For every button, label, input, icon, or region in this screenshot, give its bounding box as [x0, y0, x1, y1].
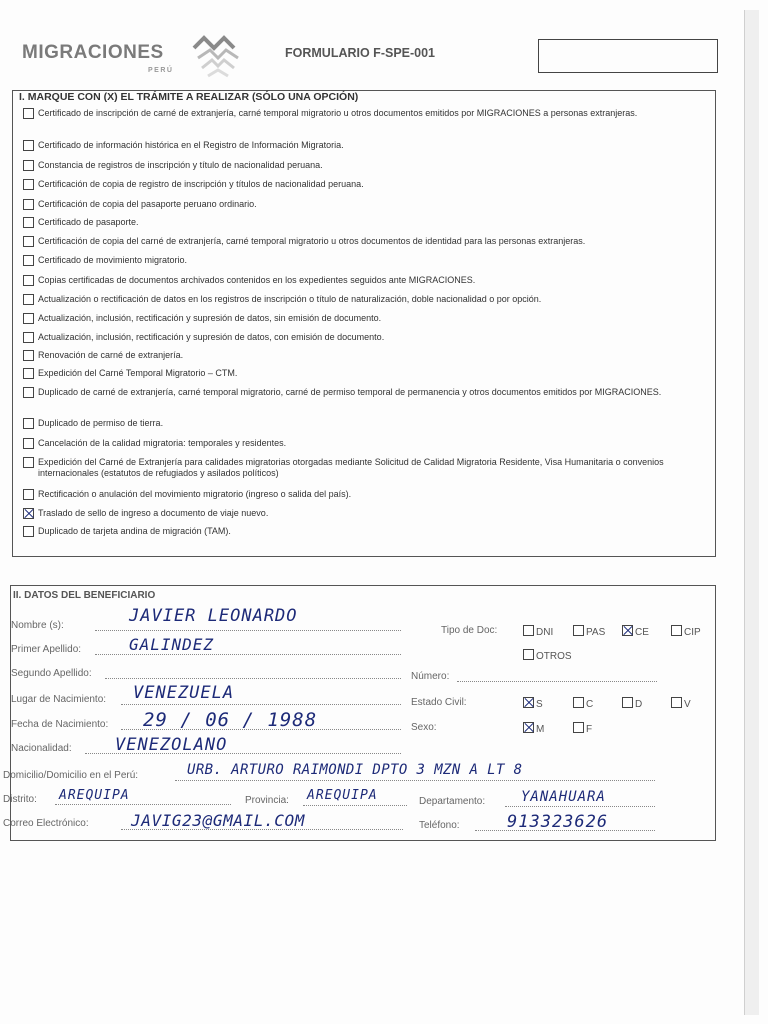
tramite-option[interactable] [23, 332, 703, 343]
estado-civil-option-label: S [536, 699, 543, 710]
sexo-option[interactable] [523, 722, 544, 735]
tramite-option[interactable] [23, 350, 703, 361]
sexo-checkbox[interactable] [523, 722, 534, 733]
tramite-checkbox[interactable] [23, 179, 34, 190]
tramite-option[interactable] [23, 418, 703, 429]
tramite-option-label: Certificación de copia de registro de inscripción y títulos de nacionalidad peruana. [38, 179, 364, 189]
tipo-doc-option[interactable] [671, 625, 701, 638]
tramite-option-label: Expedición del Carné Temporal Migratorio – CTM. [38, 368, 238, 378]
estado-civil-checkbox[interactable] [523, 697, 534, 708]
segundo-apellido-label: Segundo Apellido: [11, 668, 92, 679]
tramite-checkbox[interactable] [23, 255, 34, 266]
sexo-label: Sexo: [411, 722, 437, 733]
tramite-option[interactable] [23, 236, 703, 247]
estado-civil-option-label: V [684, 699, 691, 710]
provincia-value[interactable]: AREQUIPA [307, 788, 378, 803]
tramite-option-label: Constancia de registros de inscripción y título de nacionalidad peruana. [38, 160, 323, 170]
tramite-option[interactable] [23, 387, 703, 398]
nacionalidad-value[interactable]: VENEZOLANO [115, 735, 228, 755]
sexo-checkbox[interactable] [573, 722, 584, 733]
estado-civil-option[interactable] [622, 697, 642, 710]
telefono-value[interactable]: 913323626 [507, 812, 609, 832]
tramite-option[interactable] [23, 140, 703, 151]
tramite-checkbox[interactable] [23, 108, 34, 119]
scan-page-edge [744, 10, 759, 1015]
tramite-option[interactable] [23, 217, 703, 228]
tramite-checkbox[interactable] [23, 140, 34, 151]
domicilio-line [175, 780, 655, 781]
tipo-doc-checkbox[interactable] [573, 625, 584, 636]
tramite-option-label: Certificado de pasaporte. [38, 217, 139, 227]
telefono-label: Teléfono: [419, 820, 460, 831]
tramite-checkbox[interactable] [23, 526, 34, 537]
tramite-checkbox[interactable] [23, 160, 34, 171]
numero-label: Número: [411, 671, 450, 682]
tramite-option[interactable] [23, 526, 703, 537]
primer-apellido-line [95, 654, 401, 655]
domicilio-label: Domicilio/Domicilio en el Perú: [3, 770, 139, 781]
nombres-value[interactable]: JAVIER LEONARDO [129, 606, 298, 626]
fecha-nacimiento-value[interactable]: 29 / 06 / 1988 [143, 709, 318, 731]
tipo-doc-checkbox[interactable] [671, 625, 682, 636]
provincia-line [303, 805, 407, 806]
tramite-checkbox[interactable] [23, 457, 34, 468]
tramite-option-label: Duplicado de permiso de tierra. [38, 418, 164, 428]
tipo-doc-label: Tipo de Doc: [441, 625, 498, 636]
tramite-checkbox[interactable] [23, 313, 34, 324]
tramite-checkbox[interactable] [23, 236, 34, 247]
tramite-option-label: Traslado de sello de ingreso a documento de viaje nuevo. [38, 508, 269, 518]
tramite-option-label: Duplicado de tarjeta andina de migración (TAM). [38, 526, 231, 536]
tipo-doc-option-label: DNI [536, 627, 554, 638]
lugar-nacimiento-value[interactable]: VENEZUELA [133, 683, 235, 703]
departamento-label: Departamento: [419, 796, 486, 807]
tramite-checkbox[interactable] [23, 438, 34, 449]
estado-civil-option[interactable] [573, 697, 593, 710]
logo-brand-text: MIGRACIONES [22, 42, 164, 63]
nombres-label: Nombre (s): [11, 620, 64, 631]
numero-line [457, 681, 657, 682]
tramite-checkbox[interactable] [23, 217, 34, 228]
estado-civil-option[interactable] [523, 697, 543, 710]
tramite-option[interactable] [23, 160, 703, 171]
tramite-option-label: Cancelación de la calidad migratoria: temporales y residentes. [38, 438, 287, 448]
correo-value[interactable]: JAVIG23@GMAIL.COM [131, 811, 305, 830]
tramite-checkbox[interactable] [23, 294, 34, 305]
tramite-checkbox[interactable] [23, 489, 34, 500]
tramite-checkbox[interactable] [23, 368, 34, 379]
tramite-checkbox[interactable] [23, 332, 34, 343]
tramite-option-label: Certificado de inscripción de carné de extranjería, carné temporal migratorio u otros documentos emitidos por MIGRACIONES a personas extranjeras. [38, 108, 638, 118]
segundo-apellido-line [105, 678, 401, 679]
section-tramite-title: I. MARQUE CON (X) EL TRÁMITE A REALIZAR (SÓLO UNA OPCIÓN) [19, 91, 359, 103]
tipo-doc-option[interactable] [523, 625, 553, 638]
estado-civil-label: Estado Civil: [411, 697, 467, 708]
tramite-option[interactable] [23, 179, 703, 190]
tramite-option[interactable] [23, 438, 703, 449]
tramite-option-label: Certificado de movimiento migratorio. [38, 255, 188, 265]
distrito-line [55, 804, 231, 805]
nombres-line [95, 630, 401, 631]
fecha-nacimiento-label: Fecha de Nacimiento: [11, 719, 109, 730]
tramite-option[interactable] [23, 508, 703, 519]
tramite-option-label: Expedición del Carné de Extranjería para calidades migratorias otorgadas mediante Solicitud de Calidad Migratoria Residente, Visa Humanitaria o convenios internacionales (estatutos de refugiados y asilados políticos) [38, 457, 664, 478]
tramite-option-label: Rectificación o anulación del movimiento migratorio (ingreso o salida del país). [38, 489, 352, 499]
section-beneficiario-title: II. DATOS DEL BENEFICIARIO [13, 590, 156, 601]
tramite-option[interactable] [23, 108, 703, 119]
estado-civil-checkbox[interactable] [573, 697, 584, 708]
section-beneficiario [3, 585, 716, 841]
tramite-option[interactable] [23, 294, 703, 305]
sexo-option-label: F [586, 724, 593, 735]
tipo-doc-option[interactable] [622, 625, 649, 638]
estado-civil-option[interactable] [671, 697, 691, 710]
sexo-option-label: M [536, 724, 545, 735]
tipo-doc-checkbox[interactable] [523, 625, 534, 636]
form-code-title: FORMULARIO F-SPE-001 [285, 46, 436, 60]
tramite-option[interactable] [23, 489, 703, 500]
migraciones-logo-icon [188, 34, 248, 80]
departamento-line [505, 806, 655, 807]
tipo-doc-option-label: PAS [586, 627, 606, 638]
provincia-label: Provincia: [245, 795, 289, 806]
distrito-label: Distrito: [3, 794, 37, 805]
tramite-option-label: Renovación de carné de extranjería. [38, 350, 184, 360]
nacionalidad-label: Nacionalidad: [11, 743, 72, 754]
correo-label: Correo Electrónico: [3, 818, 89, 829]
section-tramite [12, 90, 716, 557]
estado-civil-option-label: C [586, 699, 594, 710]
tipo-doc-checkbox[interactable] [523, 649, 534, 660]
tipo-doc-option[interactable] [573, 625, 605, 638]
estado-civil-checkbox[interactable] [622, 697, 633, 708]
tramite-option-label: Certificación de copia del carné de extranjería, carné temporal migratorio u otros documentos de identidad para las personas extranjeras. [38, 236, 586, 246]
lugar-nacimiento-label: Lugar de Nacimiento: [11, 694, 107, 705]
tramite-checkbox[interactable] [23, 418, 34, 429]
tramite-option-label: Actualización, inclusión, rectificación y supresión de datos, con emisión de documento. [38, 332, 385, 342]
estado-civil-option-label: D [635, 699, 643, 710]
tramite-option[interactable] [23, 255, 703, 266]
tramite-option[interactable] [23, 313, 703, 324]
estado-civil-checkbox[interactable] [671, 697, 682, 708]
tramite-option[interactable] [23, 368, 703, 379]
tipo-doc-checkbox[interactable] [622, 625, 633, 636]
tramite-checkbox[interactable] [23, 508, 34, 519]
tipo-doc-option[interactable] [523, 649, 572, 662]
tramite-option-label: Actualización, inclusión, rectificación y supresión de datos, sin emisión de documento. [38, 313, 382, 323]
tipo-doc-option-label: CIP [684, 627, 701, 638]
tramite-option-label: Certificación de copia del pasaporte peruano ordinario. [38, 199, 257, 209]
tramite-checkbox[interactable] [23, 199, 34, 210]
tramite-option-label: Actualización o rectificación de datos en los registros de inscripción o título de naturalización, doble nacionalidad o por opción. [38, 294, 542, 304]
domicilio-value[interactable]: URB. ARTURO RAIMONDI DPTO 3 MZN A LT 8 [187, 762, 523, 778]
tramite-option-label: Duplicado de carné de extranjería, carné temporal migratorio, carné de permiso temporal de permanencia y otros documentos emitidos por MIGRACIONES. [38, 387, 662, 397]
primer-apellido-label: Primer Apellido: [11, 644, 82, 655]
tramite-checkbox[interactable] [23, 350, 34, 361]
primer-apellido-value[interactable]: GALINDEZ [129, 635, 215, 654]
distrito-value[interactable]: AREQUIPA [59, 788, 130, 803]
departamento-value[interactable]: YANAHUARA [521, 789, 606, 805]
tramite-option[interactable] [23, 199, 703, 210]
tramite-option-label: Certificado de información histórica en el Registro de Información Migratoria. [38, 140, 344, 150]
sexo-option[interactable] [573, 722, 592, 735]
logo-country-text: PERÚ [148, 67, 174, 74]
tramite-checkbox[interactable] [23, 387, 34, 398]
lugar-nacimiento-line [121, 704, 401, 705]
tramite-checkbox[interactable] [23, 275, 34, 286]
expediente-number-box[interactable] [538, 39, 718, 73]
tramite-option[interactable] [23, 457, 703, 479]
tipo-doc-option-label: CE [635, 627, 649, 638]
tipo-doc-option-label: OTROS [536, 651, 572, 662]
tramite-option-label: Copias certificadas de documentos archivados contenidos en los expedientes seguidos ante MIGRACIONES. [38, 275, 476, 285]
tramite-option[interactable] [23, 275, 703, 286]
